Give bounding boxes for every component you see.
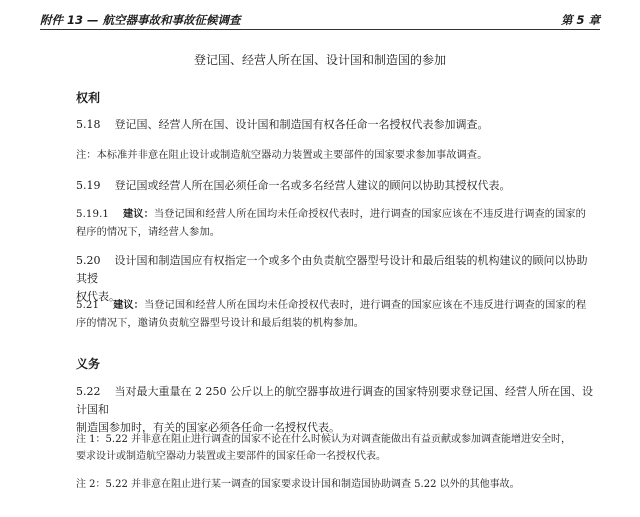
header-left: 附件 13 — 航空器事故和事故征候调查 <box>40 13 241 27</box>
note-text: 注 1：5.22 并非意在阻止进行调查的国家不论在什么时候认为对调查能做出有益贡献或参加调查能增进安全时， <box>76 434 571 445</box>
para-number: 5.18 <box>76 118 101 131</box>
para-number: 5.20 <box>76 254 101 267</box>
duties-heading: 义务 <box>76 357 101 371</box>
para-number: 5.19.1 <box>76 209 110 220</box>
header-rule <box>40 29 600 30</box>
note-text-cont: 要求设计或制造航空器动力装置或主要部件的国家任命一名授权代表。 <box>76 451 386 462</box>
para-5-21 <box>76 296 596 333</box>
para-text: 当登记国和经营人所在国均未任命授权代表时，进行调查的国家应该在不违反进行调查的国家的程 <box>143 300 587 311</box>
header-right: 第 5 章 <box>560 13 600 27</box>
note-5-18: 注：本标准并非意在阻止设计或制造航空器动力装置或主要部件的国家要求参加事故调查。 <box>76 150 488 161</box>
recommendation-label: 建议： <box>123 208 154 220</box>
running-header <box>40 8 600 28</box>
para-text: 当登记国和经营人所在国均未任命授权代表时，进行调查的国家应该在不违反进行调查的国家的 <box>153 209 586 220</box>
para-number: 5.19 <box>76 179 101 192</box>
para-text: 登记国或经营人所在国必须任命一名或多名经营人建议的顾问以协助其授权代表。 <box>114 179 511 192</box>
note-1-5-22 <box>76 431 596 465</box>
recommendation-label: 建议： <box>113 299 144 311</box>
para-number: 5.21 <box>76 300 100 311</box>
rights-heading: 权利 <box>76 91 101 105</box>
para-number: 5.22 <box>76 385 101 398</box>
para-text: 当对最大重量在 2 250 公斤以上的航空器事故进行调查的国家特别要求登记国、经营人所在国、设计国和 <box>76 385 593 416</box>
note-2-5-22: 注 2：5.22 并非意在阻止进行某一调查的国家要求设计国和制造国协助调查 5.22 以外的其他事故。 <box>76 479 520 490</box>
section-title: 登记国、经营人所在国、设计国和制造国的参加 <box>193 53 446 67</box>
para-text-cont: 序的情况下，邀请负责航空器型号设计和最后组装的机构参加。 <box>76 318 365 329</box>
para-text-cont: 程序的情况下，请经营人参加。 <box>76 227 221 238</box>
para-text: 设计国和制造国应有权指定一个或多个由负责航空器型号设计和最后组装的机构建议的顾问以协助其授 <box>76 254 588 285</box>
para-5-18 <box>76 116 596 134</box>
para-text: 登记国、经营人所在国、设计国和制造国有权各任命一名授权代表参加调查。 <box>114 118 489 131</box>
para-5-22 <box>76 383 596 437</box>
para-5-19-1 <box>76 205 596 242</box>
para-text-cont: 权代表。 <box>76 290 120 303</box>
para-text-cont: 制造国参加时，有关的国家必须各任命一名授权代表。 <box>76 421 340 434</box>
para-5-19 <box>76 177 596 195</box>
